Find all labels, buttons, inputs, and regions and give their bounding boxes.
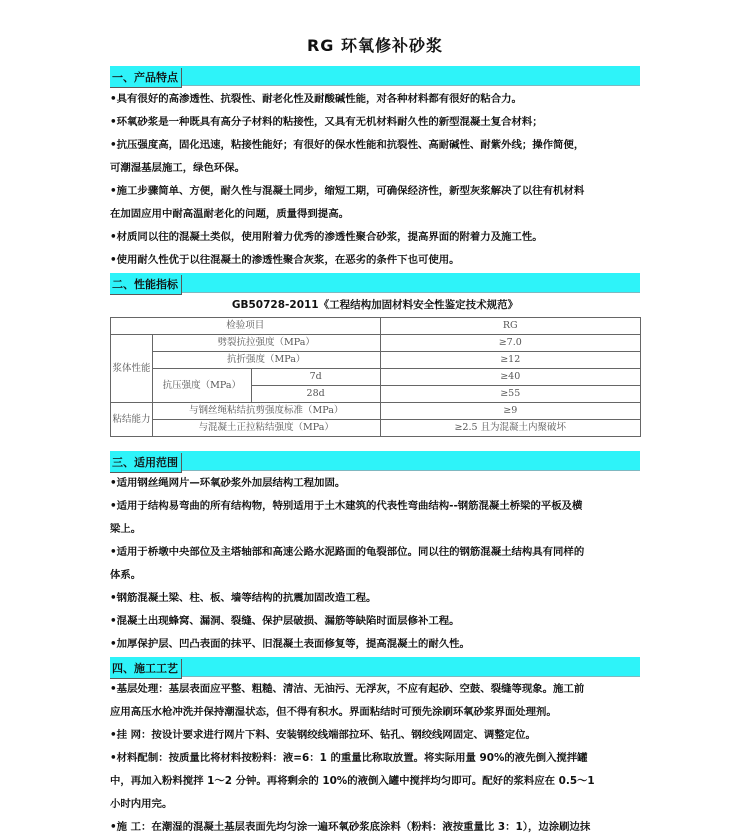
item-value: ≥7.0 xyxy=(380,335,641,352)
paragraph: •基层处理：基层表面应平整、粗糙、清洁、无油污、无浮灰，不应有起砂、空鼓、裂缝等现象。施工前 xyxy=(110,683,585,695)
header-value: RG xyxy=(380,318,641,335)
paragraph: 在加固应用中耐高温耐老化的问题，质量得到提高。 xyxy=(110,208,349,220)
age-label: 28d xyxy=(251,386,380,403)
table-row xyxy=(111,352,641,369)
table-header-row xyxy=(111,318,641,335)
paragraph: •适用于桥墩中央部位及主塔轴部和高速公路水泥路面的龟裂部位。同以往的钢筋混凝土结构具有同样的 xyxy=(110,546,585,558)
item-value: ≥40 xyxy=(380,369,641,386)
table-row xyxy=(111,335,641,352)
paragraph: •施 工：在潮湿的混凝土基层表面先均匀涂一遍环氧砂浆底涂料（粉料：液按重量比 3：1），边涂刷边抹 xyxy=(110,821,591,833)
section-title: 三、适用范围 xyxy=(110,453,182,473)
item-value: ≥2.5 且为混凝土内聚破坏 xyxy=(380,420,641,437)
paragraph: •抗压强度高，固化迅速，粘接性能好；有很好的保水性能和抗裂性、高耐碱性、耐紫外线；操作简便， xyxy=(110,139,585,151)
paragraph: •具有很好的高渗透性、抗裂性、耐老化性及耐酸碱性能，对各种材料都有很好的粘合力。 xyxy=(110,93,522,105)
item-label: 抗压强度（MPa） xyxy=(152,369,251,403)
paragraph: •材质同以往的混凝土类似，使用附着力优秀的渗透性聚合砂浆，提高界面的附着力及施工性。 xyxy=(110,231,543,243)
paragraph: 梁上。 xyxy=(110,523,142,535)
header-item: 检验项目 xyxy=(111,318,381,335)
group-label: 浆体性能 xyxy=(111,335,153,403)
group-label: 粘结能力 xyxy=(111,403,153,437)
item-value: ≥55 xyxy=(380,386,641,403)
age-label: 7d xyxy=(251,369,380,386)
item-value: ≥12 xyxy=(380,352,641,369)
section-title: 一、产品特点 xyxy=(110,68,182,88)
paragraph: 体系。 xyxy=(110,569,142,581)
table-row xyxy=(111,420,641,437)
paragraph: 中，再加入粉料搅拌 1～2 分钟。再将剩余的 10%的液倒入罐中搅拌均匀即可。配好的浆料应在 0.5～1 xyxy=(110,775,595,787)
section-header-scope xyxy=(110,451,640,471)
paragraph: •施工步骤简单、方便，耐久性与混凝土同步，缩短工期，可确保经济性，新型灰浆解决了以往有机材料 xyxy=(110,185,585,197)
paragraph: 可潮湿基层施工，绿色环保。 xyxy=(110,162,246,174)
section-title: 二、性能指标 xyxy=(110,275,182,295)
paragraph: •适用钢丝绳网片—环氧砂浆外加层结构工程加固。 xyxy=(110,477,346,489)
item-value: ≥9 xyxy=(380,403,641,420)
paragraph: 小时内用完。 xyxy=(110,798,173,810)
paragraph: •混凝土出现蜂窝、漏洞、裂缝、保护层破损、漏筋等缺陷时面层修补工程。 xyxy=(110,615,460,627)
table-row xyxy=(111,369,641,386)
table-row xyxy=(111,403,641,420)
performance-table xyxy=(110,317,641,437)
section-title: 四、施工工艺 xyxy=(110,659,182,679)
item-label: 劈裂抗拉强度（MPa） xyxy=(152,335,380,352)
paragraph: •环氧砂浆是一种既具有高分子材料的粘接性，又具有无机材料耐久性的新型混凝土复合材料； xyxy=(110,116,543,128)
paragraph: •材料配制：按质量比将材料按粉料：液=6：1 的重量比称取放置。将实际用量 90%的液先倒入搅拌罐 xyxy=(110,752,588,764)
section-header-process xyxy=(110,657,640,677)
paragraph: •挂 网：按设计要求进行网片下料、安装钢绞线端部拉环、钻孔、钢绞线网固定、调整定位。 xyxy=(110,729,536,741)
item-label: 抗折强度（MPa） xyxy=(152,352,380,369)
paragraph: •适用于结构易弯曲的所有结构物，特别适用于土木建筑的代表性弯曲结构--钢筋混凝土桥梁的平板及横 xyxy=(110,500,583,512)
section-header-performance xyxy=(110,273,640,293)
item-label: 与混凝土正拉粘结强度（MPa） xyxy=(152,420,380,437)
paragraph: •钢筋混凝土梁、柱、板、墙等结构的抗震加固改造工程。 xyxy=(110,592,377,604)
paragraph: 应用高压水枪冲洗并保持潮湿状态，但不得有积水。界面粘结时可预先涂刷环氧砂浆界面处理剂。 xyxy=(110,706,557,718)
section-header-features xyxy=(110,66,640,86)
standard-title: GB50728-2011《工程结构加固材料安全性鉴定技术规范》 xyxy=(231,299,519,311)
paragraph: •加厚保护层、凹凸表面的抹平、旧混凝土表面修复等，提高混凝土的耐久性。 xyxy=(110,638,470,650)
paragraph: •使用耐久性优于以往混凝土的渗透性聚合灰浆，在恶劣的条件下也可使用。 xyxy=(110,254,460,266)
item-label: 与钢丝绳粘结抗剪强度标准（MPa） xyxy=(152,403,380,420)
page-title: RG 环氧修补砂浆 xyxy=(306,36,444,55)
